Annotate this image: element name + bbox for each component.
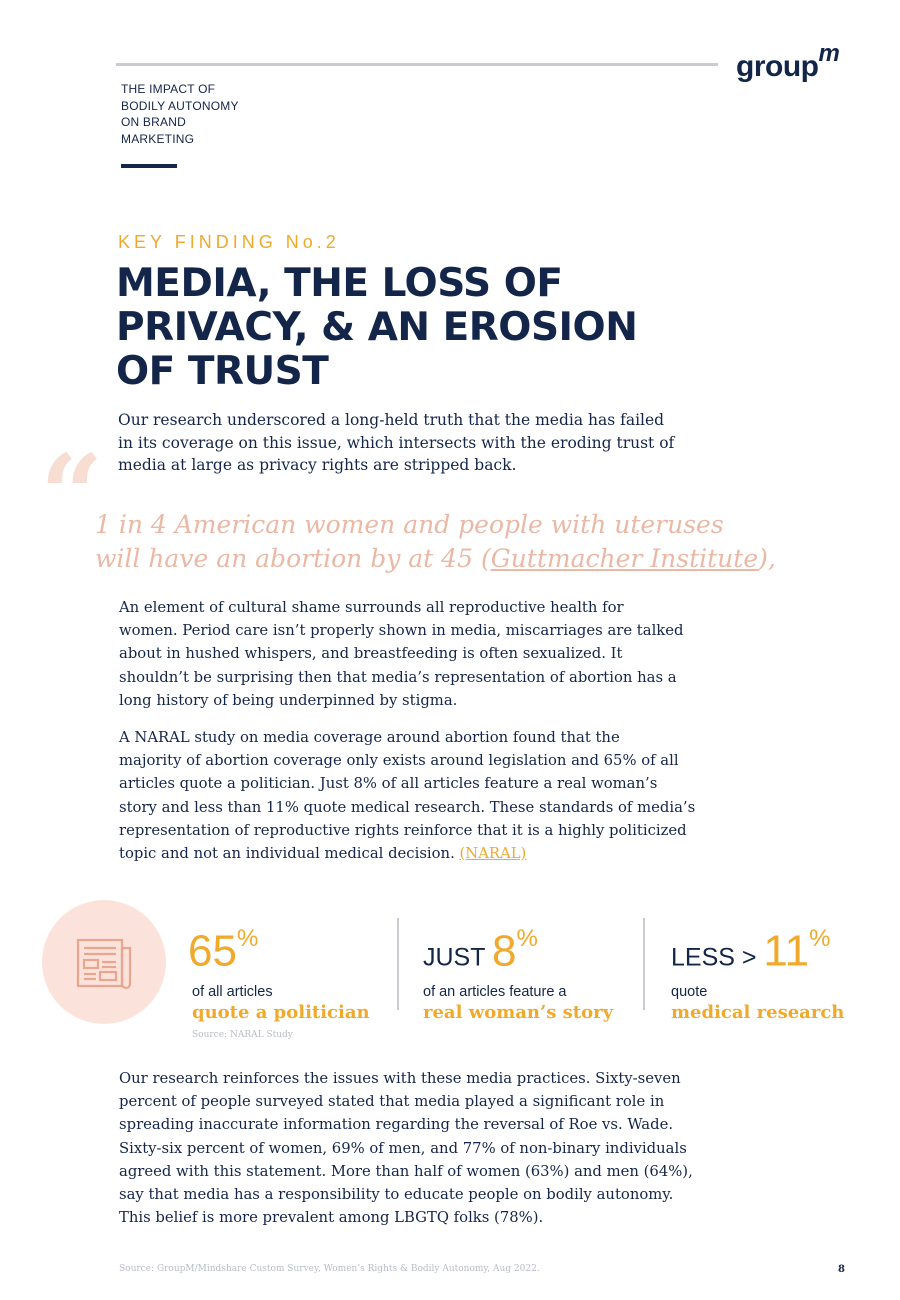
naral-link[interactable]: (NARAL) [459,845,527,863]
page-title [116,262,716,394]
body-line: representation of reproductive rights reinforce that it is a highly politicized [119,821,687,839]
body-line: A NARAL study on media coverage around abortion found that the [119,729,620,746]
headline-line: OF TRUST [116,349,329,394]
stat-emphasis: quote a politician [192,1001,370,1023]
body-line: topic and not an individual medical decision. (NARAL) [119,845,527,863]
body-line: Sixty-six percent of women, 69% of men, and 77% of non-binary individuals [119,1139,687,1157]
body-line: women. Period care isn’t properly shown in media, miscarriages are talked [119,622,684,640]
body-line: An element of cultural shame surrounds all reproductive health for [119,599,624,616]
pull-quote-line: will have an abortion by at 45 (Guttmacher Institute), [95,544,776,573]
body-line: say that media has a responsibility to educate people on bodily autonomy. [119,1186,674,1204]
intro-line: in its coverage on this issue, which intersects with the eroding trust of [118,433,675,452]
intro-line: Our research underscored a long-held truth that the media has failed [118,411,665,429]
guttmacher-link[interactable]: Guttmacher Institute [490,544,759,573]
section-kicker: KEY FINDING No.2 [118,232,340,252]
body-line: story and less than 11% quote medical research. These standards of media’s [119,798,696,816]
body-line: agreed with this statement. More than half of women (63%) and men (64%), [119,1162,693,1180]
document-label [121,81,281,147]
body-line: This belief is more prevalent among LBGTQ folks (78%). [119,1209,544,1227]
stat-caption: quote [671,983,708,1000]
label-rule [121,164,177,168]
headline-line: MEDIA, THE LOSS OF [116,261,563,306]
stat-divider [397,918,399,1010]
stat-divider [643,918,645,1010]
stat-source: Source: NARAL Study [192,1030,293,1040]
stat-emphasis: medical research [671,1001,845,1023]
intro-line: media at large as privacy rights are stripped back. [118,456,517,474]
stat-caption: of all articles [192,983,273,1000]
pull-quote-line: 1 in 4 American women and people with uteruses [95,510,724,539]
stats-icon-circle [42,900,166,1024]
doc-label-line: ON BRAND [121,115,186,129]
quote-mark-icon: “ [40,430,104,559]
body-line: about in hushed whispers, and breastfeeding is often sexualized. It [119,645,623,663]
body-line: percent of people surveyed stated that media played a significant role in [119,1093,665,1111]
body-line: Our research reinforces the issues with these media practices. Sixty-seven [119,1070,681,1087]
footer-source: Source: GroupM/Mindshare Custom Survey, Women’s Rights & Bodily Autonomy, Aug 2022. [119,1264,540,1274]
doc-label-line: MARKETING [121,131,195,146]
stat-medical-research [671,918,844,1025]
body-paragraph-2 [119,726,704,865]
groupm-logo: group$^m$ [736,40,840,83]
body-line: shouldn’t be surprising then that media’s representation of abortion has a [119,668,677,686]
headline-line: PRIVACY, & AN EROSION [116,305,638,350]
stat-woman-story [423,918,613,1025]
page-number: 8 [838,1264,845,1275]
intro-paragraph [118,409,708,477]
body-paragraph-1 [119,596,704,712]
header-rule [116,63,718,66]
stat-caption: of an articles feature a [423,983,567,1000]
stat-emphasis: real woman’s story [423,1001,614,1023]
stat-value: 65% [188,925,259,976]
stat-politician [188,918,370,1025]
doc-label-line: THE IMPACT OF [121,82,216,96]
pull-quote [95,508,855,576]
doc-label-line: BODILY AUTONOMY [121,98,239,113]
newspaper-icon [76,936,134,990]
body-line: articles quote a politician. Just 8% of all articles feature a real woman’s [119,775,658,793]
body-line: long history of being underpinned by stigma. [119,691,458,709]
body-line: spreading inaccurate information regarding the reversal of Roe vs. Wade. [119,1116,674,1134]
body-line: majority of abortion coverage only exists around legislation and 65% of all [119,752,679,770]
stat-value: JUST 8% [423,925,538,976]
stat-value: LESS > 11% [671,925,831,976]
body-paragraph-3 [119,1067,704,1229]
